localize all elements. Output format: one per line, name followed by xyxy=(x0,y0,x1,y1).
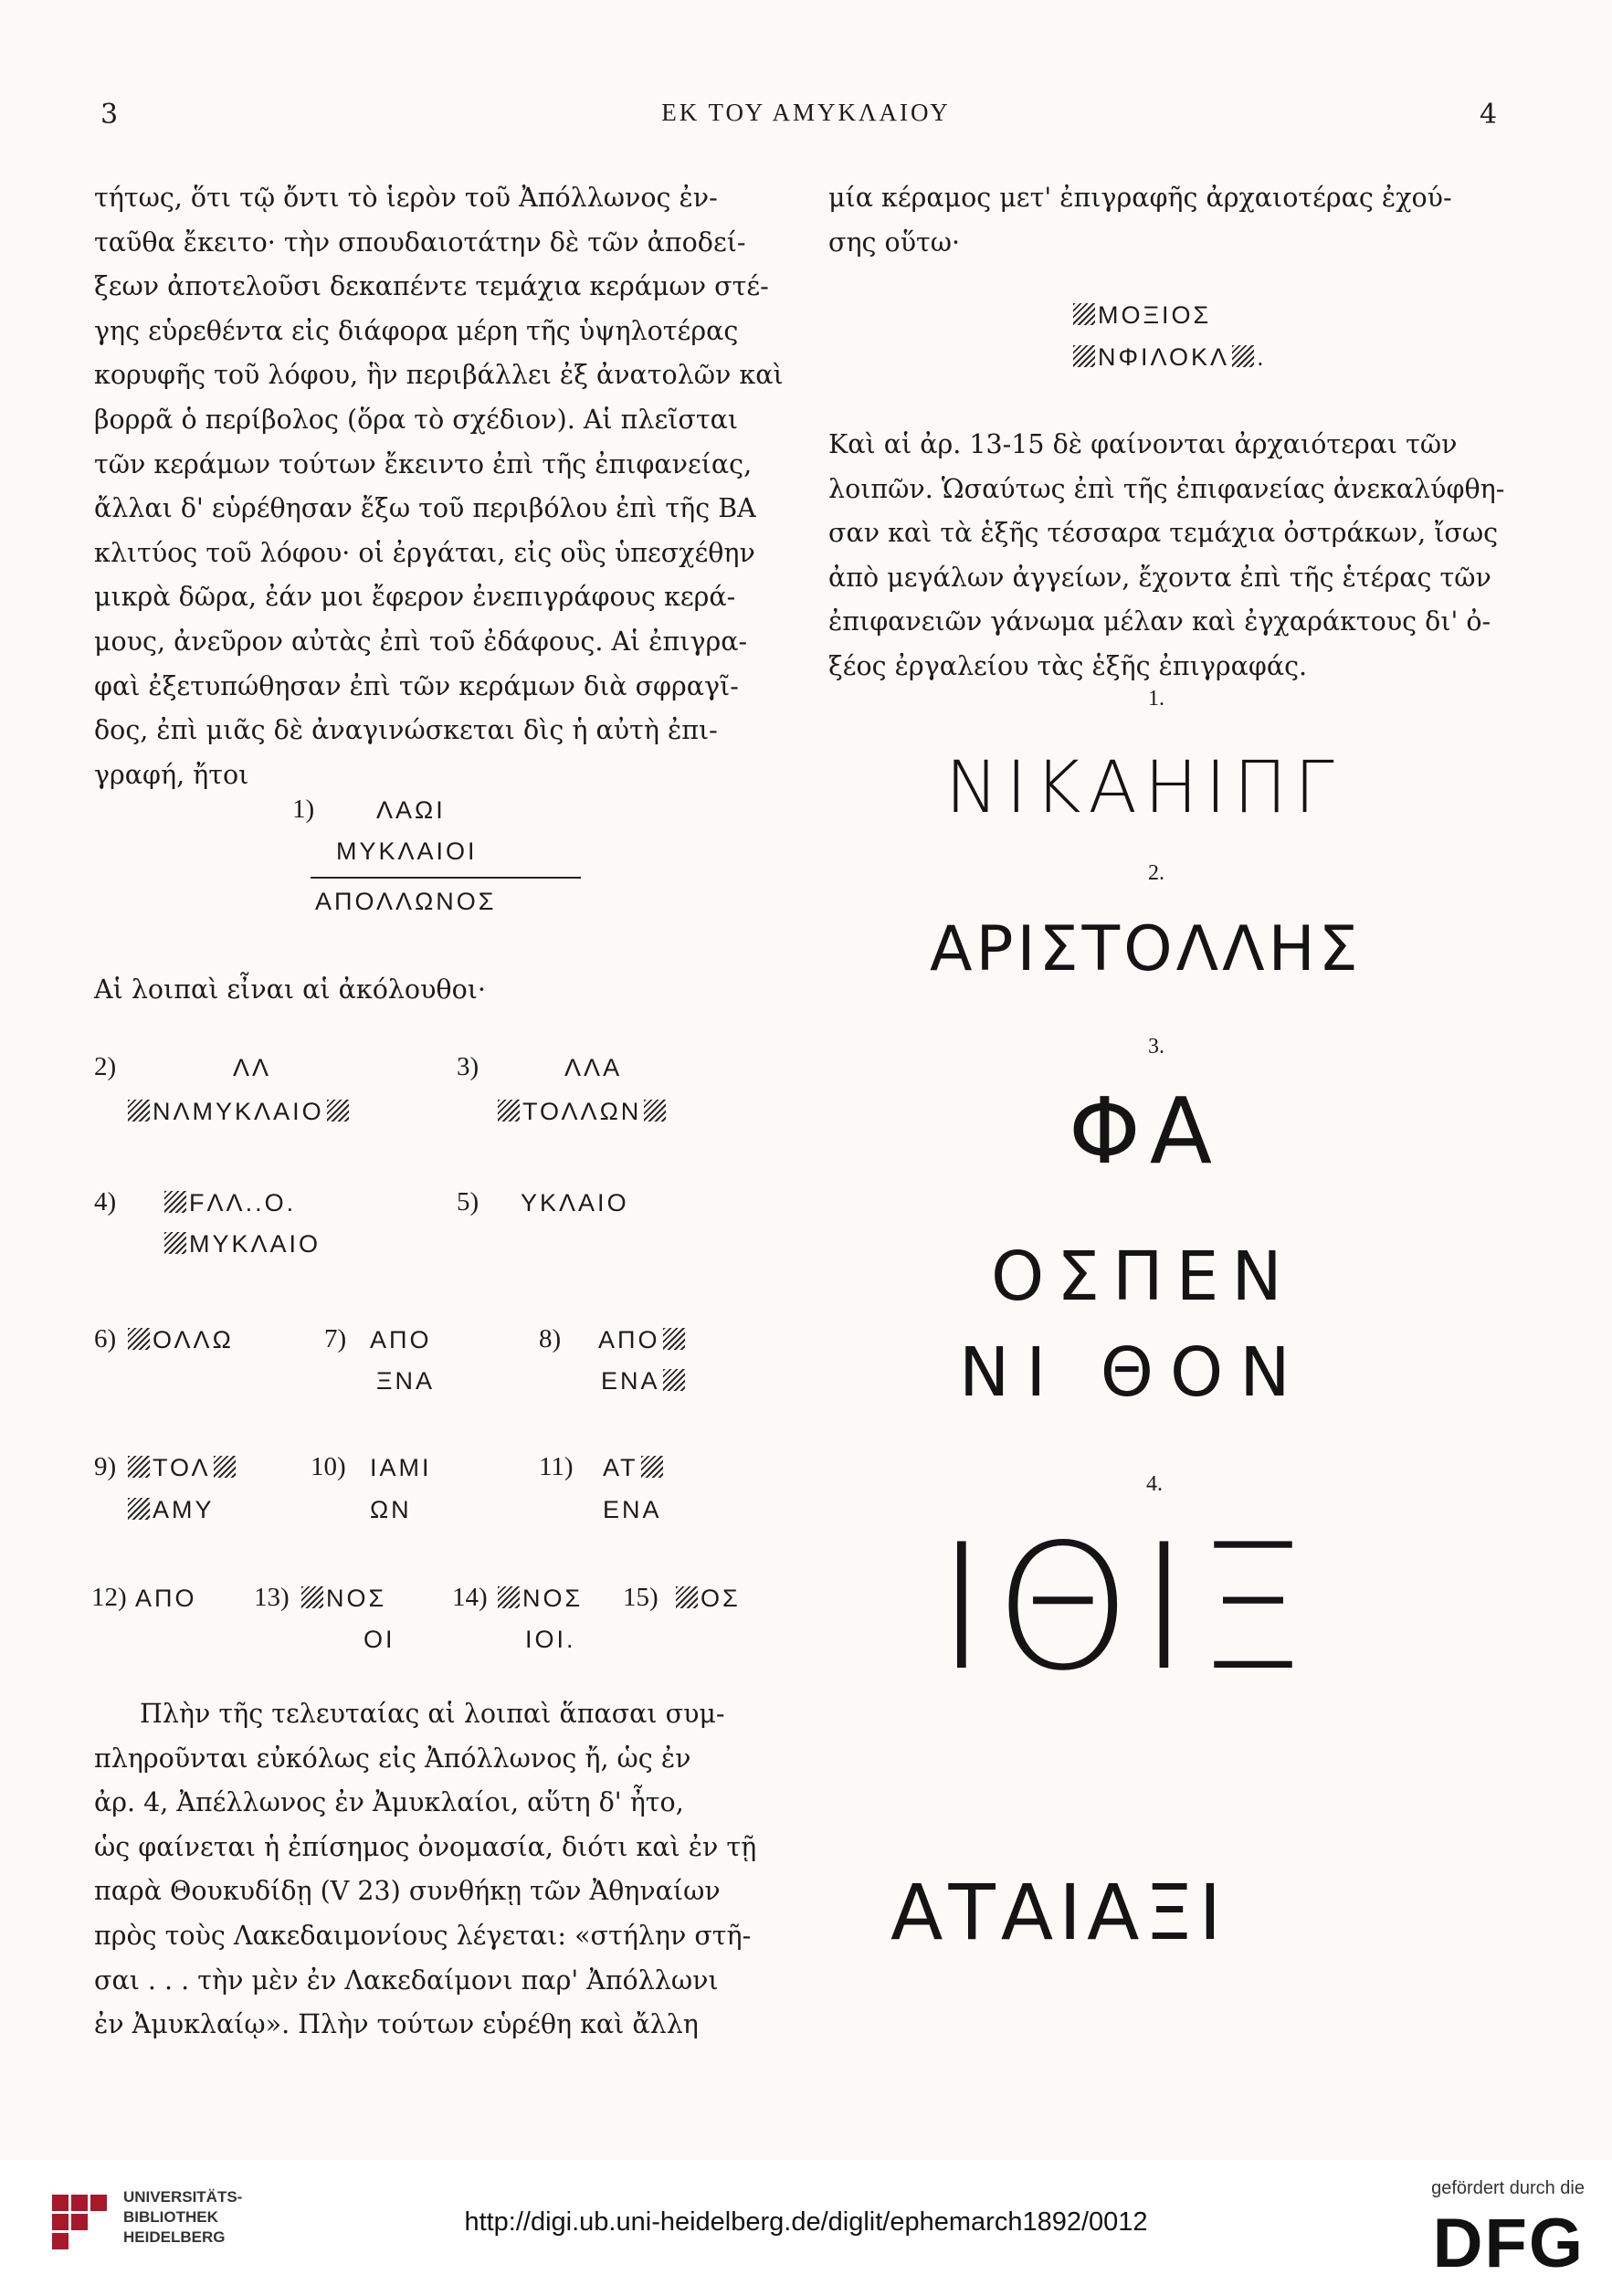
archaic-inscription-line-1 xyxy=(1073,301,1211,330)
text-line: ἀρ. 4, Ἀπέλλωνος ἐν Ἀμυκλαίοι, αὕτη δ' ἦτο, xyxy=(94,1787,684,1818)
inscription-line: ΑΠΟΛΛΩΝΟΣ xyxy=(315,888,497,915)
figure-3-number: 3. xyxy=(1148,1035,1164,1058)
hatch-mark xyxy=(498,1100,520,1122)
figure-3-graffito-line-1: ΦΑ xyxy=(1069,1078,1222,1185)
running-title: ΕΚ ΤΟΥ ΑΜΥΚΛΑΙΟΥ xyxy=(661,99,951,126)
inscription-number: 14) xyxy=(452,1583,488,1612)
inscription-text: ΜΥΚΛΑΙΟ xyxy=(189,1230,321,1258)
text-line: ἀπὸ μεγάλων ἀγγείων, ἔχοντα ἐπὶ τῆς ἑτέρας τῶν xyxy=(828,562,1491,593)
inscription-line: ΛΑΩΙ xyxy=(376,796,446,824)
inscription-text: ΕΝΑ xyxy=(601,1367,660,1395)
inscription-text: ΟΛΛΩ xyxy=(153,1326,234,1353)
inscription-line xyxy=(128,1496,215,1524)
text-line: ξεων ἀποτελοῦσι δεκαπέντε τεμάχια κεράμων στέ- xyxy=(94,271,769,302)
hatch-mark xyxy=(164,1232,186,1254)
inscription-text: ΝΟΣ xyxy=(522,1585,584,1612)
hatch-mark xyxy=(644,1100,666,1122)
right-page-number: 4 xyxy=(1480,99,1499,131)
inscription-line: ΥΚΛΑΙΟ xyxy=(521,1189,629,1216)
inscription-line xyxy=(603,1454,666,1482)
text-line: κλιτύος τοῦ λόφου· οἱ ἐργάται, εἰς οὓς ὑπεσχέθην xyxy=(94,537,755,568)
figure-4-number: 4. xyxy=(1146,1472,1163,1496)
inscription-text: FΛΛ..Ο. xyxy=(189,1189,297,1216)
inscription-line: ΑΠΟ xyxy=(370,1326,432,1353)
figure-4-graffito-line-2: ΑΤΑΙΑΞΙ xyxy=(890,1868,1227,1957)
hatch-mark xyxy=(128,1100,150,1122)
inscription-line: ΑΠΟ xyxy=(135,1585,197,1612)
library-name-line: BIBLIOTHEK xyxy=(123,2208,218,2226)
library-name-line: HEIDELBERG xyxy=(123,2228,226,2246)
text-line: παρὰ Θουκυδίδῃ (V 23) συνθήκῃ τῶν Ἀθηναίων xyxy=(94,1876,721,1907)
hatch-mark xyxy=(641,1456,663,1478)
figure-4-graffito-line-1: ΙΘΙΞ xyxy=(936,1507,1314,1709)
text-line: σαι . . . τὴν μὲν ἐν Λακεδαίμονι παρ' Ἀπόλλωνι xyxy=(94,1964,719,1996)
figure-2-number: 2. xyxy=(1148,861,1164,885)
inscription-line xyxy=(598,1326,688,1354)
inscription-number: 1) xyxy=(292,795,315,824)
inscription-line: ΕΝΑ xyxy=(603,1496,662,1523)
left-paragraph-2 xyxy=(94,1692,756,2048)
inscription-number: 12) xyxy=(91,1583,127,1612)
inscription-line xyxy=(498,1585,583,1613)
inscription-line xyxy=(498,1098,669,1126)
text-line: πληροῦνται εὐκόλως εἰς Ἀπόλλωνος ἤ, ὡς ἐν xyxy=(94,1743,691,1774)
inscription-line: ΟΙ xyxy=(363,1626,395,1653)
inscription-line: ΛΛΑ xyxy=(564,1054,623,1081)
text-line: ἐπιφανειῶν γάνωμα μέλαν καὶ ἐγχαράκτους δι' ὀ- xyxy=(828,606,1491,637)
text-line: ξέος ἐργαλείου τὰς ἑξῆς ἐπιγραφάς. xyxy=(828,650,1308,681)
inscription-line: ΩΝ xyxy=(370,1496,412,1523)
hatch-mark xyxy=(1232,345,1254,367)
right-intro xyxy=(828,176,1522,265)
inscription-text: ΑΤ xyxy=(603,1454,638,1481)
inscription-text: ΝΟΣ xyxy=(326,1585,387,1612)
inscription-line: ΞΝΑ xyxy=(376,1367,436,1395)
text-line: μους, ἀνεῦρον αὐτὰς ἐπὶ τοῦ ἐδάφους. Αἱ ἐπιγρα- xyxy=(94,626,748,657)
inscription-line xyxy=(128,1454,238,1482)
inscription-line xyxy=(128,1326,234,1354)
inscription-text: ΑΠΟ xyxy=(598,1326,660,1353)
text-line: φαὶ ἐξετυπώθησαν ἐπὶ τῶν κεράμων διὰ σφραγῖ- xyxy=(94,670,739,701)
inscription-number: 13) xyxy=(254,1583,290,1612)
digitization-footer xyxy=(0,2160,1612,2296)
inscription-line xyxy=(601,1367,688,1396)
inscription-text: ΑΜΥ xyxy=(153,1496,215,1523)
inscription-line xyxy=(164,1230,321,1259)
text-line: γραφή, ἤτοι xyxy=(94,759,249,790)
inscription-line xyxy=(301,1585,386,1613)
inscription-text: ΜΟΞΙΟΣ xyxy=(1098,301,1212,329)
text-line: τῶν κεράμων τούτων ἔκειντο ἐπὶ τῆς ἐπιφανείας, xyxy=(94,448,753,479)
inscription-text: ΝΛΜΥΚΛΑΙΟ xyxy=(153,1098,324,1125)
text-line: πρὸς τοὺς Λακεδαιμονίους λέγεται: «στήλην στῆ- xyxy=(94,1920,752,1951)
inscription-line xyxy=(676,1585,741,1613)
text-line: κορυφῆς τοῦ λόφου, ἣν περιβάλλει ἐξ ἀνατολῶν καὶ xyxy=(94,360,784,391)
inscription-line xyxy=(164,1189,296,1217)
hatch-mark xyxy=(327,1100,349,1122)
source-url-link[interactable]: http://digi.ub.uni-heidelberg.de/diglit/ephemarch1892/0012 xyxy=(464,2207,1148,2237)
text-line: λοιπῶν. Ὡσαύτως ἐπὶ τῆς ἐπιφανείας ἀνεκαλύφθη- xyxy=(828,473,1505,504)
library-name-line: UNIVERSITÄTS- xyxy=(123,2188,243,2206)
inscription-line: ΜΥΚΛΑΙΟΙ xyxy=(336,837,478,865)
hatch-mark xyxy=(498,1586,520,1608)
left-page-number: 3 xyxy=(100,99,120,131)
inscription-text: ΤΟΛΛΩΝ xyxy=(522,1098,642,1125)
hatch-mark xyxy=(128,1328,150,1350)
inscription-number: 2) xyxy=(94,1052,117,1081)
divider xyxy=(311,877,581,879)
inscription-number: 11) xyxy=(539,1452,574,1481)
funding-caption: gefördert durch die xyxy=(1431,2178,1585,2198)
inscription-number: 7) xyxy=(324,1324,347,1353)
hatch-mark xyxy=(676,1586,698,1608)
inscription-text: ΤΟΛ xyxy=(153,1454,211,1481)
hatch-mark xyxy=(214,1456,236,1478)
figure-1-number: 1. xyxy=(1148,687,1164,711)
inscription-text: ΝΦΙΛΟΚΛ xyxy=(1098,343,1230,371)
archaic-inscription-line-2: ΝΦΙΛΟΚΛ . xyxy=(1073,343,1267,372)
text-line: ἄλλαι δ' εὑρέθησαν ἔξω τοῦ περιβόλου ἐπὶ τῆς ΒΑ xyxy=(94,493,756,524)
text-line: Πλὴν τῆς τελευταίας αἱ λοιπαὶ ἅπασαι συμ- xyxy=(140,1699,725,1729)
text-line: μικρὰ δῶρα, ἐάν μοι ἔφερον ἐνεπιγράφους κερά- xyxy=(94,582,736,613)
text-line: ἐν Ἀμυκλαίῳ». Πλὴν τούτων εὑρέθη καὶ ἄλλη xyxy=(94,2009,699,2040)
inscription-line xyxy=(128,1098,352,1126)
dfg-logo: DFG xyxy=(1432,2205,1585,2282)
inscription-number: 10) xyxy=(311,1452,346,1481)
hatch-mark xyxy=(301,1586,323,1608)
text-line: σης οὕτω· xyxy=(828,226,961,258)
text-line: ταῦθα ἔκειτο· τὴν σπουδαιοτάτην δὲ τῶν ἀποδεί- xyxy=(94,226,746,258)
hatch-mark xyxy=(663,1369,685,1391)
text-line: ὡς φαίνεται ἡ ἐπίσημος ὀνομασία, διότι καὶ ἐν τῇ xyxy=(94,1831,757,1862)
hatch-mark xyxy=(164,1191,186,1213)
hatch-mark xyxy=(1073,345,1095,367)
figure-3-graffito-line-2: ΟΣΠΕΝ xyxy=(991,1238,1295,1316)
text-line: γης εὑρεθέντα εἰς διάφορα μέρη τῆς ὑψηλοτέρας xyxy=(94,315,739,346)
figure-2-graffito: ΑΡΙΣΤΟΛΛΗΣ xyxy=(930,913,1362,985)
inscription-line: ΙΑΜΙ xyxy=(370,1454,432,1481)
text-line: βορρᾶ ὁ περίβολος (ὅρα τὸ σχέδιον). Αἱ πλεῖσται xyxy=(94,404,739,435)
hatch-mark xyxy=(128,1498,150,1520)
inscription-number: 6) xyxy=(94,1324,117,1353)
hatch-mark xyxy=(128,1456,150,1478)
figure-1-graffito: ΝΙΚΑΗΙΠΓ xyxy=(945,747,1342,829)
inscription-number: 8) xyxy=(539,1324,562,1353)
inscription-number: 5) xyxy=(457,1187,479,1216)
text-line: τήτως, ὅτι τῷ ὄντι τὸ ἱερὸν τοῦ Ἀπόλλωνος ἐν- xyxy=(94,183,718,213)
remaining-label: Αἱ λοιπαὶ εἶναι αἱ ἀκόλουθοι· xyxy=(94,974,486,1005)
inscription-number: 9) xyxy=(94,1452,117,1481)
left-paragraph-1 xyxy=(94,176,784,797)
inscription-text: ΟΣ xyxy=(701,1585,741,1612)
inscription-line: ΛΛ xyxy=(233,1054,272,1081)
inscription-line: ΙΟΙ. xyxy=(525,1626,576,1653)
hatch-mark xyxy=(663,1328,685,1350)
text-line: δος, ἐπὶ μιᾶς δὲ ἀναγινώσκεται δὶς ἡ αὐτὴ ἐπι- xyxy=(94,715,718,746)
text-line: σαν καὶ τὰ ἑξῆς τέσσαρα τεμάχια ὀστράκων, ἴσως xyxy=(828,518,1499,549)
text-line: μία κέραμος μετ' ἐπιγραφῆς ἀρχαιοτέρας ἐχού- xyxy=(828,183,1452,213)
inscription-number: 15) xyxy=(623,1583,658,1612)
inscription-number: 3) xyxy=(457,1052,479,1081)
inscription-number: 4) xyxy=(94,1187,117,1216)
text-line: Καὶ αἱ ἀρ. 13-15 δὲ φαίνονται ἀρχαιότεραι τῶν xyxy=(828,429,1458,459)
figure-3-graffito-line-3: ΝΙ ΘΟΝ xyxy=(959,1333,1307,1412)
hatch-mark xyxy=(1073,303,1095,325)
right-paragraph xyxy=(828,423,1522,690)
